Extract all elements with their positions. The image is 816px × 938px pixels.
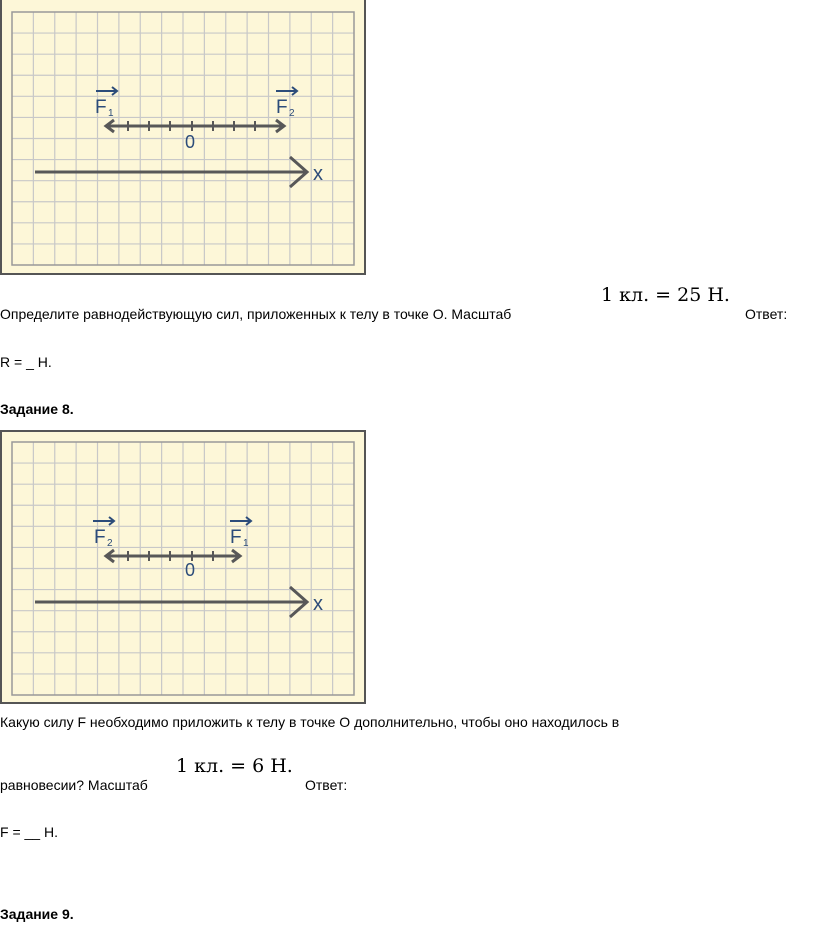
force-diagram-2 — [0, 430, 368, 706]
task7-answer-label: Ответ: — [745, 306, 788, 322]
x-axis-label: x — [313, 163, 323, 185]
task7-question: Определите равнодействующую сил, приложенных к телу в точке О. Масштаб — [0, 306, 512, 322]
vector-right-label: F — [276, 97, 288, 118]
task8-question-line2: равновесии? Масштаб — [0, 777, 148, 793]
figure-task8 — [0, 430, 368, 706]
origin-label: 0 — [185, 560, 196, 580]
vector-left-label: F — [94, 527, 106, 548]
x-axis-label: x — [313, 593, 323, 615]
task8-question-line1: Какую силу F необходимо приложить к телу в точке О дополнительно, чтобы оно находилось в — [0, 714, 620, 730]
task9-heading: Задание 9. — [0, 906, 74, 922]
task7-scale: 1 кл. = 25 Н. — [601, 284, 730, 306]
vector-right-label: F — [230, 527, 242, 548]
vector-left-label: F — [95, 97, 107, 118]
task8-scale: 1 кл. = 6 Н. — [176, 755, 293, 777]
origin-label: 0 — [185, 132, 196, 152]
task8-heading: Задание 8. — [0, 401, 74, 417]
task8-answer-label: Ответ: — [305, 777, 348, 793]
vector-left-subscript: 1 — [108, 108, 114, 119]
vector-right-subscript: 1 — [243, 538, 249, 549]
task8-answer-line: F = __ Н. — [0, 824, 58, 840]
vector-right-subscript: 2 — [289, 108, 295, 119]
task7-answer-line: R = _ Н. — [0, 354, 52, 370]
force-diagram-1 — [0, 0, 368, 276]
figure-task7 — [0, 0, 368, 276]
vector-left-subscript: 2 — [107, 538, 113, 549]
